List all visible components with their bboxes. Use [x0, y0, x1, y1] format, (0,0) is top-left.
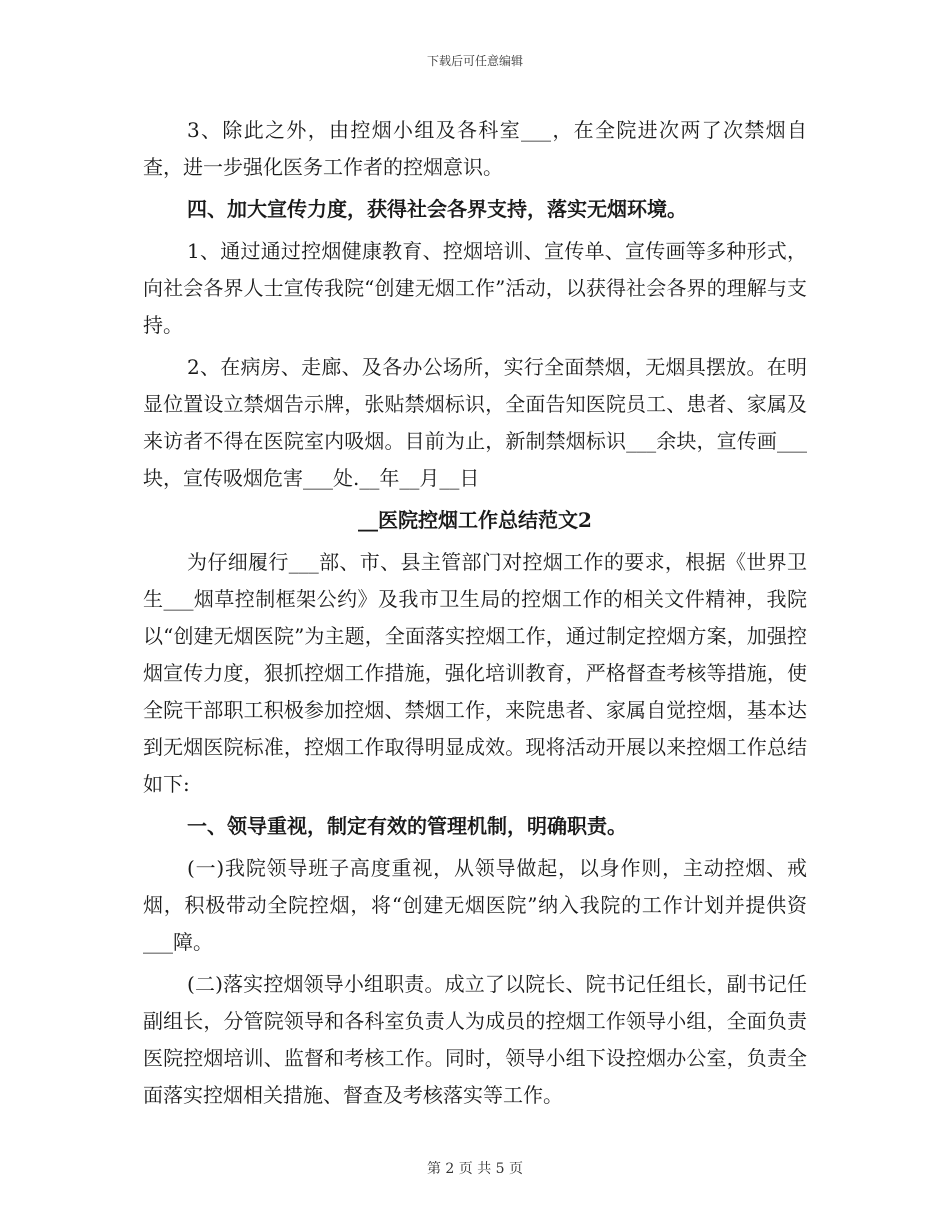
subsection-paragraph-2: (二)落实控烟领导小组职责。成立了以院长、院书记任组长，副书记任副组长，分管院领导和各科室负责人为成员的控烟工作领导小组，全面负责医院控烟培训、监督和考核工作。同时，领导小组下设控烟办公室，负责全面落实控烟相关措施、督查及考核落实等工作。 — [143, 972, 807, 1107]
intro-paragraph: 为仔细履行___部、市、县主管部门对控烟工作的要求，根据《世界卫生___烟草控制框架公约》及我市卫生局的控烟工作的相关文件精神，我院以“创建无烟医院”为主题，全面落实控烟工作，通过制定控烟方案，加强控烟宣传力度，狠抓控烟工作措施，强化培训教育，严格督查考核等措施，使全院干部职工积极参加控烟、禁烟工作，来院患者、家属自觉控烟，基本达到无烟医院标准，控烟工作取得明显成效。现将活动开展以来控烟工作总结如下: — [143, 550, 807, 796]
document-title: __医院控烟工作总结范文2 — [358, 508, 592, 532]
paragraph-item-2: 2、在病房、走廊、及各办公场所，实行全面禁烟，无烟具摆放。在明显位置设立禁烟告示牌，张贴禁烟标识，全面告知医院员工、患者、家属及来访者不得在医院室内吸烟。目前为止，新制禁烟标识___余块，宣传画___块，宣传吸烟危害___处.__年__月__日 — [143, 355, 807, 490]
document-body — [143, 112, 807, 1119]
subsection-paragraph-1: (一)我院领导班子高度重视，从领导做起，以身作则，主动控烟、戒烟，积极带动全院控烟，将“创建无烟医院”纳入我院的工作计划并提供资___障。 — [143, 856, 807, 954]
section-heading-1: 一、领导重视，制定有效的管理机制，明确职责。 — [187, 814, 627, 838]
paragraph-item-1: 1、通过通过控烟健康教育、控烟培训、宣传单、宣传画等多种形式，向社会各界人士宣传我院“创建无烟工作”活动，以获得社会各界的理解与支持。 — [143, 239, 807, 337]
paragraph-item-3: 3、除此之外，由控烟小组及各科室___，在全院进次两了次禁烟自查，进一步强化医务工作者的控烟意识。 — [143, 118, 807, 179]
page-footer: 第 2 页 共 5 页 — [426, 1161, 524, 1177]
section-heading-4: 四、加大宣传力度，获得社会各界支持，落实无烟环境。 — [187, 197, 687, 221]
page-header: 下载后可任意编辑 — [426, 54, 523, 68]
